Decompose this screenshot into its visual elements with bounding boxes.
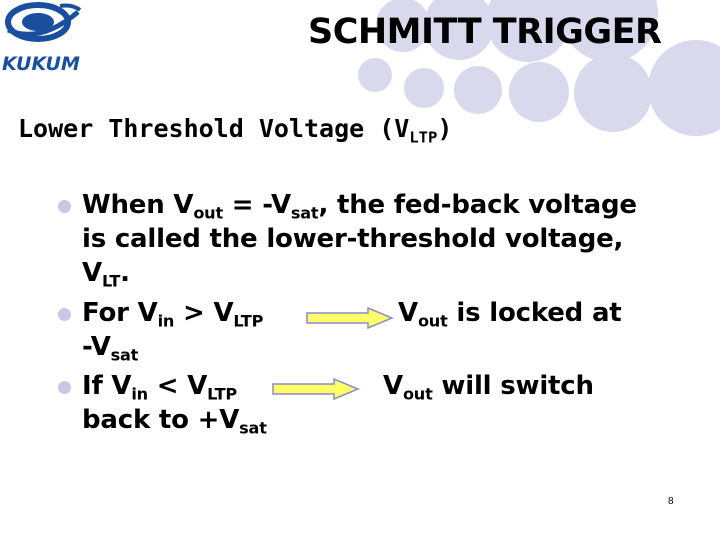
- bullet-3-result: $V_{out}$ will switch: [383, 371, 594, 404]
- bullet-2-result: $V_{out}$ is locked at: [398, 298, 622, 331]
- decorative-circle: [648, 40, 720, 136]
- decorative-circle: [574, 54, 652, 132]
- page-number: 8: [668, 496, 674, 507]
- subheading: [18, 114, 452, 146]
- bullet-2-line-1: For $V_{in} > V_{LTP}$: [82, 298, 264, 331]
- bullet-3-line-2: back to $+V_{sat}$: [82, 405, 267, 438]
- slide-title: SCHMITT TRIGGER: [308, 12, 662, 52]
- kukum-logo: [0, 0, 92, 76]
- bullet-marker: [58, 381, 71, 394]
- bullet-2-line-2: $-V_{sat}$: [82, 332, 139, 365]
- logo-text: KUKUM: [2, 53, 80, 75]
- bullet-marker: [58, 200, 71, 213]
- decorative-circle: [509, 62, 569, 122]
- arrow-right-icon: [306, 307, 394, 329]
- subheading-close: ): [437, 114, 453, 143]
- bullet-1-line-1: When $V_{out} = -V_{sat}$, the fed-back voltage: [82, 190, 637, 223]
- subheading-text: Lower Threshold Voltage (V: [18, 114, 410, 143]
- subheading-subscript: LTP: [409, 128, 438, 147]
- arrow-right-icon: [272, 378, 360, 400]
- decorative-circle: [404, 68, 444, 108]
- decorative-circle: [358, 58, 392, 92]
- bullet-marker: [58, 308, 71, 321]
- bullet-1-line-2: is called the lower-threshold voltage,: [82, 224, 624, 254]
- bullet-3-line-1: If $V_{in} < V_{LTP}$: [82, 371, 237, 404]
- decorative-circle: [454, 66, 502, 114]
- bullet-1-line-3: $V_{LT}$.: [82, 258, 130, 291]
